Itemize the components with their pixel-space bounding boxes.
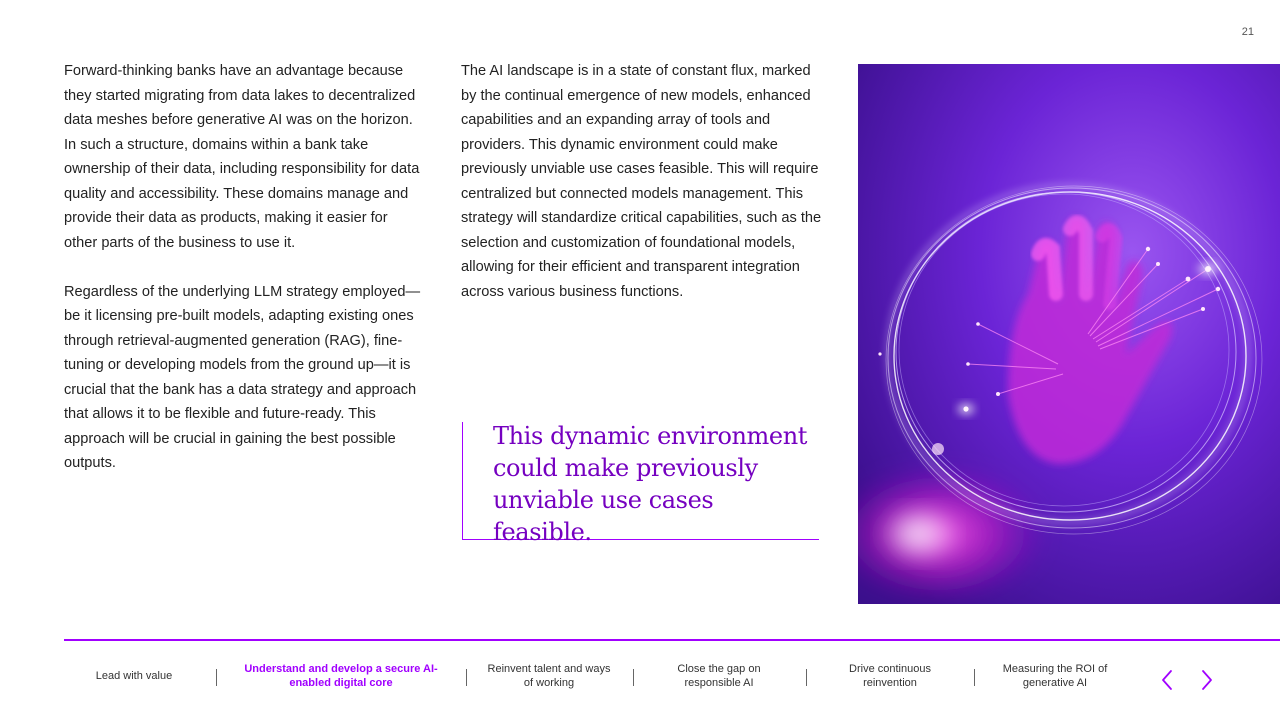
nav-item-responsible-ai[interactable]: Close the gap on responsible AI	[677, 663, 761, 689]
next-page-button[interactable]	[1197, 668, 1217, 692]
page-number: 21	[1241, 26, 1254, 38]
pull-quote-text: This dynamic environment could make previously unviable use cases feasible.	[493, 422, 808, 546]
middle-text-column	[461, 59, 823, 304]
hand-light-image	[858, 64, 1280, 604]
nav-separator	[216, 669, 217, 686]
left-paragraph-1: Forward-thinking banks have an advantage because they started migrating from data lakes to decentralized data meshes before generative AI was on the horizon. In such a structure, domains within a bank take ownership of their data, including responsibility for data quality and accessibility. These domains manage and provide their data as products, making it easier for other parts of the business to use it.	[64, 63, 420, 251]
chevron-right-icon	[1200, 669, 1214, 691]
nav-divider-line	[64, 639, 1280, 641]
left-paragraph-2: Regardless of the underlying LLM strategy employed—be it licensing pre-built models, adapting existing ones through retrieval-augmented generation (RAG), fine-tuning or developing models from the ground up—it is crucial that the bank has a data strategy and approach that allows it to be flexible and future-ready. This approach will be crucial in gaining the best possible outputs.	[64, 283, 421, 471]
nav-separator	[974, 669, 975, 686]
nav-item-digital-core[interactable]: Understand and develop a secure AI-enabled digital core	[244, 663, 438, 689]
middle-paragraph-1: The AI landscape is in a state of constant flux, marked by the continual emergence of new models, enhanced capabilities and an expanding array of tools and providers. This dynamic environment could make previously unviable use cases feasible. This will require centralized but connected models management. This strategy will standardize critical capabilities, such as the selection and customization of foundational models, allowing for their efficient and transparent integration across various business functions.	[461, 63, 822, 300]
bottom-navigation	[64, 660, 1280, 692]
nav-item-measuring-roi[interactable]: Measuring the ROI of generative AI	[1002, 663, 1108, 689]
nav-separator	[806, 669, 807, 686]
nav-separator	[633, 669, 634, 686]
nav-separator	[466, 669, 467, 686]
previous-page-button[interactable]	[1157, 668, 1177, 692]
nav-item-lead-with-value[interactable]: Lead with value	[95, 670, 173, 682]
hand-light-illustration	[858, 64, 1280, 604]
left-text-column	[64, 59, 424, 476]
nav-item-continuous-reinvention[interactable]: Drive continuous reinvention	[849, 663, 931, 689]
chevron-left-icon	[1160, 669, 1174, 691]
pull-quote	[462, 422, 819, 546]
nav-item-reinvent-talent[interactable]: Reinvent talent and ways of working	[487, 663, 611, 689]
